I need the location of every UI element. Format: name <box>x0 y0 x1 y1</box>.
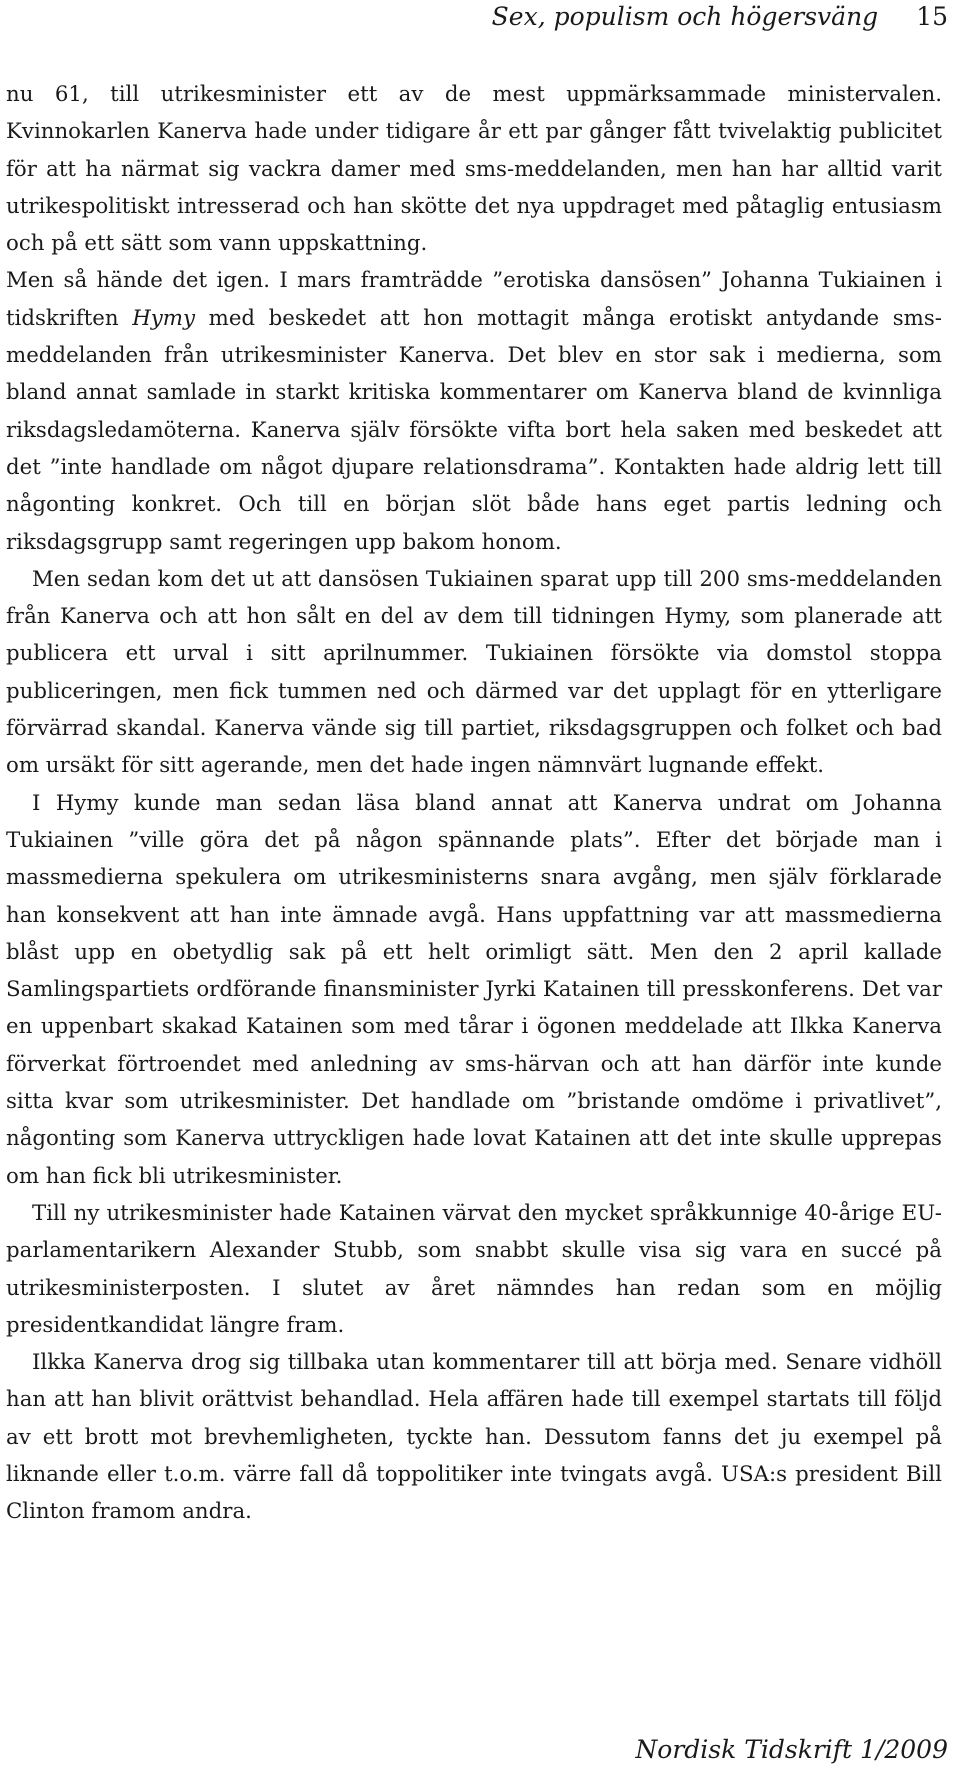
page-number: 15 <box>916 2 948 31</box>
running-title: Sex, populism och högersväng <box>491 2 879 31</box>
paragraph-4: I Hymy kunde man sedan läsa bland annat att Kanerva undrat om Johanna Tukiainen ”ville göra det på någon spännande plats”. Efter det började man i massmedierna spekulera om utrikesministerns snara avgång, men själv förklarade han konsekvent att han inte ämnade avgå. Hans uppfattning var att massmedierna blåst upp en obetydlig sak på ett helt orimligt sätt. Men den 2 april kallade Samlingspartiets ordförande finansminister Jyrki Katainen till presskonferens. Det var en uppenbart skakad Katainen som med tårar i ögonen meddelade att Ilkka Kanerva förverkat förtroendet med anledning av sms-härvan och att han därför inte kunde sitta kvar som utrikesminister. Det handlade om ”bristande omdöme i privatlivet”, någonting som Kanerva uttryckligen hade lovat Katainen att det inte skulle upprepas om han fick bli utrikesminister. <box>6 790 942 1189</box>
paragraph-3: Men sedan kom det ut att dansösen Tukiainen sparat upp till 200 sms-meddelanden från Kanerva och att hon sålt en del av dem till tidningen Hymy, som planerade att publicera ett urval i sitt aprilnummer. Tukiainen försökte via domstol stoppa publiceringen, men fick tummen ned och därmed var det upplagt för en ytterligare förvärrad skandal. Kanerva vände sig till partiet, riksdagsgruppen och folket och bad om ursäkt för sitt agerande, men det hade ingen nämnvärt lugnande effekt. <box>6 566 942 779</box>
paragraph-1: nu 61, till utrikesminister ett av de mest uppmärksammade ministervalen. Kvinnokarlen Kanerva hade under tidigare år ett par gånger fått tvivelaktig publicitet för att ha närmat sig vackra damer med sms-meddelanden, men han har alltid varit utrikespolitiskt intresserad och han skötte det nya uppdraget med påtaglig entusiasm och på ett sätt som vann uppskattning. <box>6 82 942 257</box>
paragraph-6: Ilkka Kanerva drog sig tillbaka utan kommentarer till att börja med. Senare vidhöll han att han blivit orättvist behandlad. Hela affären hade till exempel startats till följd av ett brott mot brevhemligheten, tyckte han. Dessutom fanns det ju exempel på liknande eller t.o.m. värre fall då toppolitiker inte tvingats avgå. USA:s president Bill Clinton framom andra. <box>6 1350 942 1525</box>
magazine-title: Hymy <box>132 305 196 331</box>
paragraph-5: Till ny utrikesminister hade Katainen värvat den mycket språkkunnige 40-årige EU-parlamentarikern Alexander Stubb, som snabbt skulle visa sig vara en succé på utrikesministerposten. I slutet av året nämndes han redan som en möjlig presidentkandidat längre fram. <box>6 1200 942 1338</box>
paragraph-2-start: Men så hände det igen. I mars framträdde ”erotiska dansösen” Johanna Tukiainen i tidskriften <box>6 268 942 331</box>
running-header <box>0 2 948 32</box>
journal-footer: Nordisk Tidskrift 1/2009 <box>635 1735 948 1764</box>
paragraph-2-end: med beskedet att hon mottagit många erotiskt antydande sms-meddelanden från utrikesminister Kanerva. Det blev en stor sak i medierna, som bland annat samlade in starkt kritiska kommentarer om Kanerva bland de kvinnliga riksdagsledamöterna. Kanerva själv försökte vifta bort hela saken med beskedet att det ”inte handlade om något djupare relationsdrama”. Kontakten hade aldrig lett till någonting konkret. Och till en början slöt både hans eget partis ledning och riksdagsgrupp samt regeringen upp bakom honom. <box>6 305 942 555</box>
paragraph-2 <box>6 262 942 560</box>
article-body <box>6 76 942 1531</box>
